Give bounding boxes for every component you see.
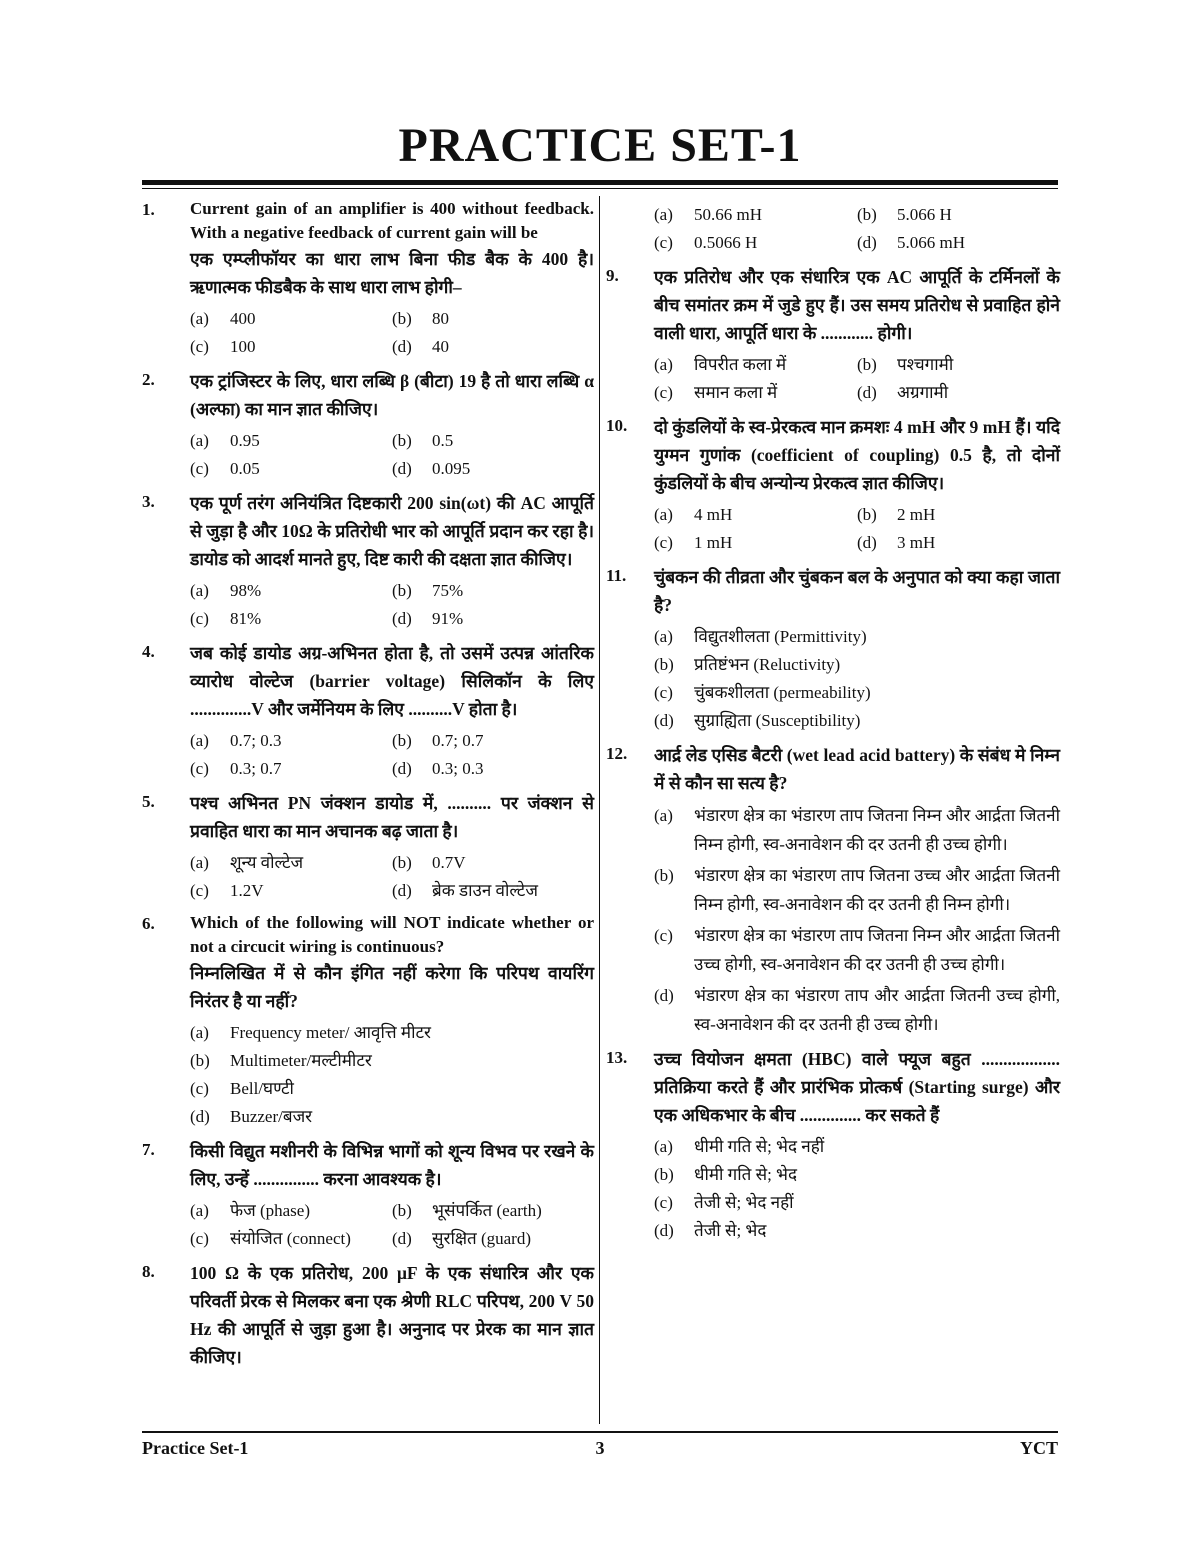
question-item: [606, 197, 1060, 259]
question-number: 12.: [606, 744, 628, 763]
question-text-hi: एक प्रतिरोध और एक संधारित्र एक AC आपूर्ति के टर्मिनलों के बीच समांतर क्रम में जुडे हुए हैं। उस समय प्रतिरोध से प्रवाहित होने वाली धारा, आपूर्ति धारा के ............ होगी।: [654, 267, 1060, 343]
option-letter: (c): [654, 926, 673, 945]
option-letter: (b): [392, 431, 412, 450]
question-number: 3.: [142, 492, 155, 511]
option-text: Buzzer/बजर: [230, 1107, 313, 1126]
option-letter: (b): [654, 655, 674, 674]
option-letter: (b): [392, 731, 412, 750]
option-text: 0.3; 0.7: [230, 759, 282, 778]
option-letter: (d): [190, 1107, 210, 1126]
option-letter: (c): [190, 1079, 209, 1098]
option-text: संयोजित (connect): [230, 1229, 351, 1248]
option-text: समान कला में: [694, 383, 778, 402]
option-text: 400: [230, 309, 256, 328]
option-letter: (a): [654, 806, 673, 825]
option-letter: (d): [392, 459, 412, 478]
option-letter: (c): [654, 1193, 673, 1212]
option-letter: (a): [190, 731, 209, 750]
option-letter: (d): [392, 881, 412, 900]
option-item: [190, 727, 392, 755]
question-body: [190, 367, 594, 485]
option-text: तेजी से; भेद नहीं: [694, 1193, 794, 1212]
option-text: 0.7V: [432, 853, 466, 872]
option-text: Frequency meter/ आवृत्ति मीटर: [230, 1023, 431, 1042]
option-letter: (b): [857, 205, 877, 224]
option-text: 3 mH: [897, 533, 936, 552]
option-text: 80: [432, 309, 449, 328]
options-list: [654, 201, 1060, 257]
options-list: [190, 1019, 594, 1131]
question-body: [654, 1045, 1060, 1247]
question-item: [142, 639, 594, 785]
question-body: [190, 789, 594, 907]
option-text: विपरीत कला में: [694, 355, 787, 374]
option-text: शून्य वोल्टेज: [230, 853, 304, 872]
column-divider: [599, 196, 600, 1424]
title-rule-thin: [142, 188, 1058, 189]
option-item: [190, 1103, 594, 1131]
option-item: [654, 801, 1060, 859]
option-item: [190, 427, 392, 455]
option-text: चुंबकशीलता (permeability): [694, 683, 871, 702]
option-letter: (c): [190, 459, 209, 478]
option-letter: (c): [190, 759, 209, 778]
option-item: [857, 379, 1060, 407]
page-title: PRACTICE SET-1: [398, 119, 802, 172]
option-item: [190, 605, 392, 633]
option-text: 0.05: [230, 459, 260, 478]
option-text: 91%: [432, 609, 464, 628]
question-number: 2.: [142, 370, 155, 389]
question-number: 13.: [606, 1048, 628, 1067]
question-body: [654, 197, 1060, 259]
question-number: 6.: [142, 914, 155, 933]
question-item: [142, 1259, 594, 1371]
option-letter: (d): [857, 533, 877, 552]
option-item: [392, 1225, 594, 1253]
option-text: अग्रगामी: [897, 383, 949, 402]
option-letter: (b): [857, 505, 877, 524]
option-text: प्रतिष्टंभन (Reluctivity): [694, 655, 841, 674]
question-number: 5.: [142, 792, 155, 811]
option-item: [392, 605, 594, 633]
option-text: धीमी गति से; भेद: [694, 1165, 798, 1184]
question-text-hi: एक एम्प्लीफॉयर का धारा लाभ बिना फीड बैक के 400 है। ऋणात्मक फीडबैक के साथ धारा लाभ होगी–: [190, 249, 594, 297]
option-letter: (d): [654, 986, 674, 1005]
question-text-en: Which of the following will NOT indicate whether or not a circucit wiring is continuous?: [190, 913, 594, 956]
question-item: [142, 911, 594, 1133]
option-letter: (a): [190, 1201, 209, 1220]
question-item: [142, 197, 594, 363]
option-text: 81%: [230, 609, 262, 628]
option-item: [654, 707, 1060, 735]
question-body: [654, 741, 1060, 1041]
option-text: 100: [230, 337, 256, 356]
question-text-hi: जब कोई डायोड अग्र-अभिनत होता है, तो उसमें उत्पन्न आंतरिक व्यारोध वोल्टेज (barrier voltage) सिलिकॉन के लिए ..............V और जर्मेनियम के लिए ..........V होता है।: [190, 643, 594, 719]
option-letter: (b): [857, 355, 877, 374]
question-number: 4.: [142, 642, 155, 661]
question-item: [606, 413, 1060, 559]
option-text: सुग्राह्यिता (Susceptibility): [694, 711, 861, 730]
question-text-hi: एक पूर्ण तरंग अनियंत्रित दिष्टकारी 200 sin(ωt) की AC आपूर्ति से जुड़ा है और 10Ω के प्रतिरोधी भार को आपूर्ति प्रदान कर रहा है। डायोड को आदर्श मानते हुए, दिष्ट कारी की दक्षता ज्ञात कीजिए।: [190, 493, 594, 569]
option-text: भंडारण क्षेत्र का भंडारण ताप जितना निम्न और आर्द्रता जितनी निम्न होगी, स्व-अनावेशन की दर उतनी ही उच्च होगी।: [694, 806, 1060, 854]
option-text: ब्रेक डाउन वोल्टेज: [432, 881, 538, 900]
option-item: [190, 1075, 594, 1103]
option-item: [857, 501, 1060, 529]
left-column: [142, 197, 594, 1375]
option-item: [392, 727, 594, 755]
option-letter: (a): [190, 309, 209, 328]
option-item: [190, 877, 392, 905]
question-number: 9.: [606, 266, 619, 285]
option-letter: (d): [857, 383, 877, 402]
question-text-hi: निम्नलिखित में से कौन इंगित नहीं करेगा कि परिपथ वायरिंग निरंतर है या नहीं?: [190, 963, 594, 1011]
option-item: [190, 577, 392, 605]
question-number: 11.: [606, 566, 627, 585]
option-item: [654, 679, 1060, 707]
option-letter: (a): [190, 581, 209, 600]
options-list: [190, 1197, 594, 1253]
question-body: [654, 413, 1060, 559]
title-rule-thick: [142, 180, 1058, 185]
question-item: [606, 263, 1060, 409]
option-text: भंडारण क्षेत्र का भंडारण ताप और आर्द्रता जितनी उच्च होगी, स्व-अनावेशन की दर उतनी ही उच्च होगी।: [694, 986, 1060, 1034]
option-item: [392, 1197, 594, 1225]
option-text: 1 mH: [694, 533, 733, 552]
footer-left: Practice Set-1: [142, 1438, 249, 1458]
question-body: [190, 489, 594, 635]
option-item: [190, 755, 392, 783]
option-letter: (d): [857, 233, 877, 252]
question-body: [190, 197, 594, 363]
question-item: [606, 1045, 1060, 1247]
option-text: 0.5: [432, 431, 454, 450]
footer-rule: [142, 1431, 1058, 1433]
question-text-hi: पश्च अभिनत PN जंक्शन डायोड में, .......... पर जंक्शन से प्रवाहित धारा का मान अचानक बढ़ जाता है।: [190, 793, 594, 841]
option-letter: (b): [392, 581, 412, 600]
option-text: धीमी गति से; भेद नहीं: [694, 1137, 825, 1156]
option-item: [190, 1225, 392, 1253]
question-item: [606, 563, 1060, 737]
options-list: [654, 351, 1060, 407]
question-text-hi: एक ट्रांजिस्टर के लिए, धारा लब्धि β (बीटा) 19 है तो धारा लब्धि α (अल्फा) का मान ज्ञात कीजिए।: [190, 371, 594, 419]
option-letter: (a): [654, 1137, 673, 1156]
option-item: [654, 351, 857, 379]
option-text: 1.2V: [230, 881, 264, 900]
option-letter: (b): [392, 1201, 412, 1220]
options-list: [654, 801, 1060, 1039]
option-item: [857, 529, 1060, 557]
option-text: 5.066 H: [897, 205, 952, 224]
option-item: [392, 849, 594, 877]
option-letter: (d): [392, 337, 412, 356]
option-text: 0.7; 0.7: [432, 731, 484, 750]
option-letter: (c): [654, 383, 673, 402]
option-text: Multimeter/मल्टीमीटर: [230, 1051, 372, 1070]
option-letter: (a): [190, 431, 209, 450]
option-item: [654, 201, 857, 229]
option-item: [857, 201, 1060, 229]
footer-right: YCT: [1019, 1438, 1058, 1458]
option-text: 2 mH: [897, 505, 936, 524]
question-text-en: Current gain of an amplifier is 400 without feedback. With a negative feedback of current gain will be: [190, 199, 594, 242]
option-item: [190, 455, 392, 483]
option-text: 50.66 mH: [694, 205, 762, 224]
option-item: [654, 1189, 1060, 1217]
option-text: तेजी से; भेद: [694, 1221, 767, 1240]
right-column: [606, 197, 1060, 1251]
option-item: [654, 651, 1060, 679]
option-letter: (a): [190, 853, 209, 872]
options-list: [190, 849, 594, 905]
question-text-hi: चुंबकन की तीव्रता और चुंबकन बल के अनुपात को क्या कहा जाता है?: [654, 567, 1060, 615]
question-text-hi: आर्द्र लेड एसिड बैटरी (wet lead acid battery) के संबंध मे निम्न में से कौन सा सत्य है?: [654, 745, 1060, 793]
options-list: [654, 1133, 1060, 1245]
option-item: [654, 529, 857, 557]
question-body: [190, 639, 594, 785]
option-letter: (c): [190, 881, 209, 900]
option-text: 75%: [432, 581, 464, 600]
option-letter: (a): [654, 627, 673, 646]
question-body: [654, 563, 1060, 737]
option-text: फेज (phase): [230, 1201, 310, 1220]
option-item: [392, 755, 594, 783]
option-item: [190, 1047, 594, 1075]
option-item: [654, 861, 1060, 919]
options-list: [654, 501, 1060, 557]
option-letter: (c): [654, 683, 673, 702]
option-text: सुरक्षित (guard): [432, 1229, 532, 1248]
option-item: [392, 333, 594, 361]
option-letter: (a): [654, 355, 673, 374]
option-text: 40: [432, 337, 449, 356]
option-letter: (d): [392, 1229, 412, 1248]
options-list: [190, 727, 594, 783]
option-letter: (d): [654, 1221, 674, 1240]
option-letter: (b): [392, 853, 412, 872]
option-item: [654, 921, 1060, 979]
question-text-hi: उच्च वियोजन क्षमता (HBC) वाले फ्यूज बहुत .................. प्रतिक्रिया करते हैं और प्रारंभिक प्रोत्कर्ष (Starting surge) और एक अधिकभार के बीच .............. कर सकते हैं: [654, 1049, 1060, 1125]
options-list: [190, 427, 594, 483]
option-text: 0.095: [432, 459, 471, 478]
option-item: [654, 229, 857, 257]
option-item: [654, 501, 857, 529]
question-item: [606, 741, 1060, 1041]
question-text-hi: दो कुंडलियों के स्व-प्रेरकत्व मान क्रमशः 4 mH और 9 mH हैं। यदि युग्मन गुणांक (coefficient of coupling) 0.5 है, तो दोनों कुंडलियों के बीच अन्योन्य प्रेरकत्व ज्ञात कीजिए।: [654, 417, 1060, 493]
option-letter: (b): [190, 1051, 210, 1070]
option-text: 98%: [230, 581, 262, 600]
page-number: 3: [595, 1438, 605, 1458]
option-letter: (b): [654, 1165, 674, 1184]
option-item: [654, 1161, 1060, 1189]
option-text: Bell/घण्टी: [230, 1079, 294, 1098]
option-text: भंडारण क्षेत्र का भंडारण ताप जितना उच्च और आर्द्रता जितनी निम्न होगी, स्व-अनावेशन की दर उतनी ही निम्न होगी।: [694, 866, 1060, 914]
option-item: [654, 1133, 1060, 1161]
question-number: 8.: [142, 1262, 155, 1281]
option-item: [654, 623, 1060, 651]
option-item: [190, 1197, 392, 1225]
question-text-hi: किसी विद्युत मशीनरी के विभिन्न भागों को शून्य विभव पर रखने के लिए, उन्हें ............... करना आवश्यक है।: [190, 1141, 594, 1189]
option-letter: (d): [392, 609, 412, 628]
option-text: 0.7; 0.3: [230, 731, 282, 750]
option-text: 0.95: [230, 431, 260, 450]
question-body: [654, 263, 1060, 409]
option-text: पश्चगामी: [897, 355, 954, 374]
option-letter: (d): [392, 759, 412, 778]
question-body: [190, 911, 594, 1133]
question-number: 10.: [606, 416, 628, 435]
option-item: [190, 333, 392, 361]
option-text: भूसंपर्कित (earth): [432, 1201, 542, 1220]
option-letter: (b): [392, 309, 412, 328]
option-item: [654, 379, 857, 407]
option-item: [654, 1217, 1060, 1245]
question-number: [606, 197, 654, 259]
option-text: विद्युतशीलता (Permittivity): [694, 627, 867, 646]
option-item: [190, 849, 392, 877]
options-list: [190, 305, 594, 361]
option-item: [392, 427, 594, 455]
question-item: [142, 489, 594, 635]
option-letter: (c): [190, 1229, 209, 1248]
option-item: [190, 305, 392, 333]
option-letter: (a): [190, 1023, 209, 1042]
question-item: [142, 367, 594, 485]
options-list: [654, 623, 1060, 735]
question-item: [142, 789, 594, 907]
option-item: [857, 229, 1060, 257]
option-letter: (d): [654, 711, 674, 730]
options-list: [190, 577, 594, 633]
option-letter: (c): [190, 337, 209, 356]
option-letter: (a): [654, 205, 673, 224]
question-number: 7.: [142, 1140, 155, 1159]
question-body: [190, 1137, 594, 1255]
option-item: [392, 455, 594, 483]
option-item: [392, 577, 594, 605]
option-text: भंडारण क्षेत्र का भंडारण ताप जितना निम्न और आर्द्रता जितनी उच्च होगी, स्व-अनावेशन की दर उतनी ही उच्च होगी।: [694, 926, 1060, 974]
option-item: [392, 877, 594, 905]
option-text: 0.3; 0.3: [432, 759, 484, 778]
question-body: [190, 1259, 594, 1371]
option-item: [392, 305, 594, 333]
option-item: [857, 351, 1060, 379]
option-letter: (b): [654, 866, 674, 885]
option-item: [190, 1019, 594, 1047]
question-number: 1.: [142, 200, 155, 219]
option-text: 0.5066 H: [694, 233, 758, 252]
option-text: 5.066 mH: [897, 233, 965, 252]
question-text-hi: 100 Ω के एक प्रतिरोध, 200 μF के एक संधारित्र और एक परिवर्ती प्रेरक से मिलकर बना एक श्रेणी RLC परिपथ, 200 V 50 Hz की आपूर्ति से जुड़ा हुआ है। अनुनाद पर प्रेरक का मान ज्ञात कीजिए।: [190, 1263, 594, 1367]
question-item: [142, 1137, 594, 1255]
option-letter: (a): [654, 505, 673, 524]
option-letter: (c): [654, 233, 673, 252]
option-letter: (c): [190, 609, 209, 628]
option-item: [654, 981, 1060, 1039]
option-text: 4 mH: [694, 505, 733, 524]
option-letter: (c): [654, 533, 673, 552]
